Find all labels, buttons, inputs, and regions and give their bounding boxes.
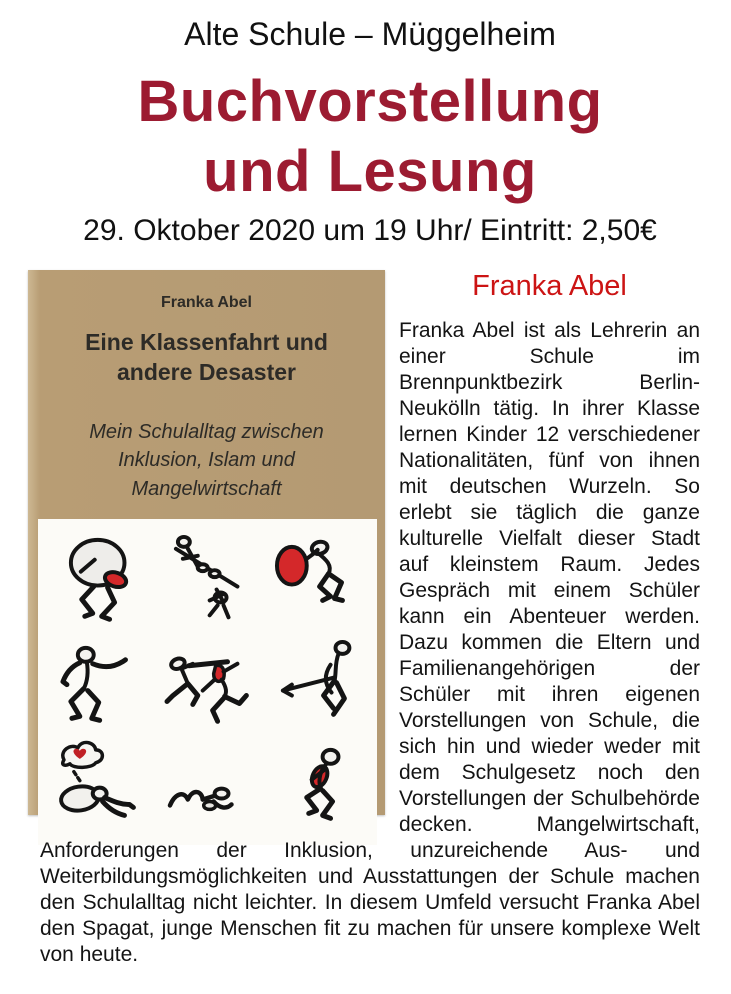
author-bio: Franka Abel ist als Lehrerin an einer Schule im Brennpunktbezirk Berlin-Neukölln tätig. In ihrer Klasse lernen Kinder 12 verschiedener Nationalitäten, fünf von ihnen mit deutschen Wurzeln. So erlebt sie täglich die ganze kulturelle Vielfalt dieser Stadt auf kleinstem Raum. Jedes Gespräch mit einem Schüler kann ein Abenteuer werden. Dazu kommen die Eltern und Familienangehörigen der Schüler mit ihren eigenen Vorstellungen von Schule, die sich hin und wieder weder mit dem Schulgesetz noch den Vorstellungen der Schulbehörde decken. Mangelwirtschaft, Anforderungen der Inklusion, unzureichende Aus- und Weiterbildungsmöglichkeiten und Ausstattungen der Schule machen den Schulalltag nicht leichter. In diesem Umfeld versucht Franka Abel den Spagat, junge Menschen fit zu machen für unsere komplexe Welt von heute. bbox=[40, 319, 700, 967]
stick-figure-crawling-icon bbox=[154, 734, 262, 837]
stick-figure-archer-icon bbox=[261, 631, 369, 734]
book-cover bbox=[28, 270, 385, 815]
stick-figures-sliding-on-pole-icon bbox=[154, 527, 262, 630]
book-title: Eine Klassenfahrt und andere Desaster bbox=[85, 329, 328, 386]
event-title bbox=[40, 67, 700, 206]
book-cover-text bbox=[28, 270, 385, 503]
stick-figures-fencing-icon bbox=[154, 631, 262, 734]
content-area bbox=[40, 270, 700, 968]
stick-figure-balloon-head-runner-icon bbox=[46, 527, 154, 630]
event-title-line2: und Lesung bbox=[203, 138, 537, 204]
venue-title: Alte Schule – Müggelheim bbox=[184, 16, 556, 52]
cover-author: Franka Abel bbox=[161, 294, 252, 312]
stick-figure-dancing-icon bbox=[46, 631, 154, 734]
event-date: 29. Oktober 2020 um 19 Uhr/ Eintritt: 2,50€ bbox=[83, 214, 657, 248]
event-title-line1: Buchvorstellung bbox=[137, 69, 603, 134]
book-subtitle: Mein Schulalltag zwischen Inklusion, Islam und Mangelwirtschaft bbox=[89, 420, 324, 500]
stick-figure-dreaming-of-heart-icon bbox=[46, 734, 154, 837]
stick-figure-crouching-icon bbox=[261, 734, 369, 837]
illustration-panel bbox=[38, 519, 377, 845]
author-heading: Franka Abel bbox=[472, 270, 627, 303]
stick-figure-with-red-balloon-icon bbox=[261, 527, 369, 630]
